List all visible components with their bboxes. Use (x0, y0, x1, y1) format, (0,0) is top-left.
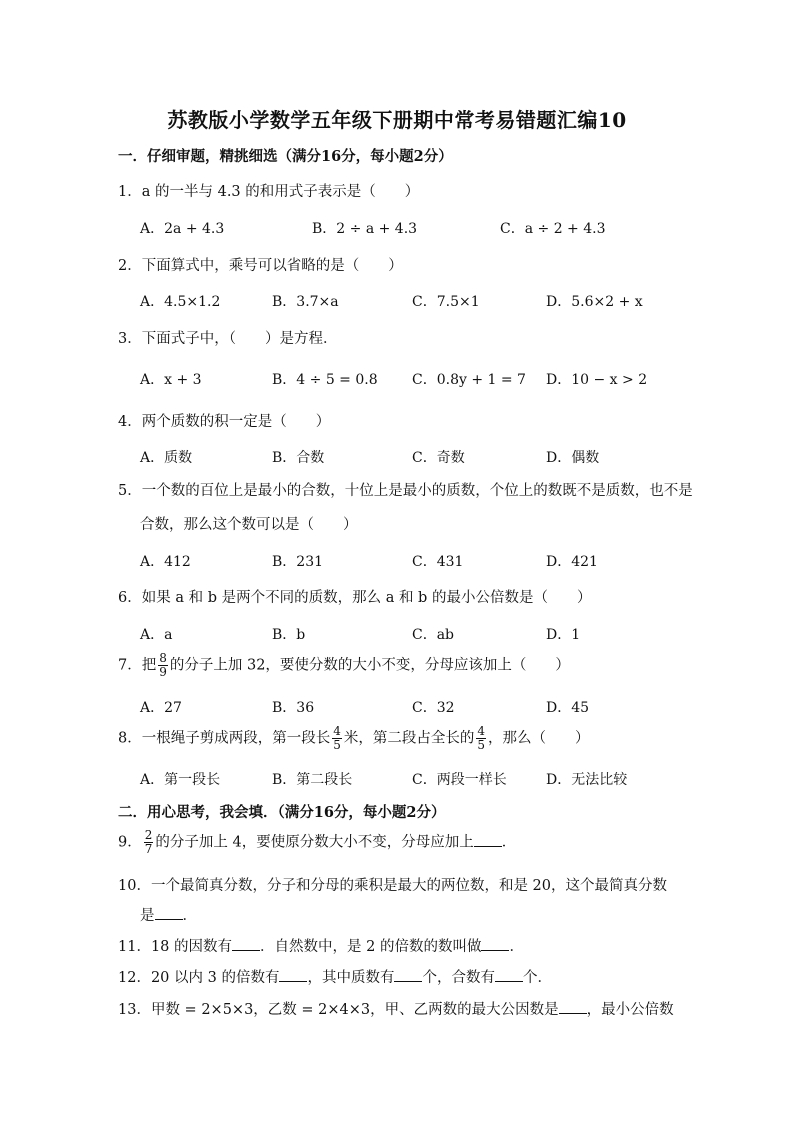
question-7-suffix: 的分子上加 32，要使分数的大小不变，分母应该加上（ ） (169, 657, 570, 674)
fraction-numerator: 2 (144, 828, 153, 842)
option-c: C．32 (412, 700, 455, 716)
punctuation: ． (509, 939, 524, 955)
fraction-denominator: 7 (144, 842, 153, 856)
section-2-heading: 二．用心思考，我会填．（满分16分，每小题2分） (118, 804, 446, 821)
option-a: A．x + 3 (140, 372, 202, 388)
option-b: B．231 (272, 554, 324, 570)
question-10-text: 是 (140, 908, 155, 924)
question-2: 2．下面算式中，乘号可以省略的是（ ） (118, 258, 403, 274)
question-13 (118, 998, 674, 1019)
option-c: C．431 (412, 554, 464, 570)
question-5: 5．一个数的百位上是最小的合数，十位上是最小的质数，个位上的数既不是质数，也不是 (118, 483, 693, 499)
question-8-suffix: ，那么（ ） (488, 730, 590, 747)
question-4-options (140, 447, 700, 467)
fraction-numerator: 4 (333, 724, 341, 738)
question-11 (118, 935, 524, 956)
question-1-options (140, 218, 700, 238)
fraction-denominator: 5 (333, 738, 341, 752)
question-12-text: 12．20 以内 3 的倍数有 (118, 970, 280, 986)
question-8 (118, 725, 590, 752)
fraction-numerator: 8 (159, 651, 167, 665)
option-d: D．5.6×2 + x (546, 294, 643, 310)
option-a: A．质数 (140, 450, 193, 466)
answer-blank[interactable] (495, 969, 523, 982)
question-12-text: 个． (522, 970, 552, 986)
question-8-options (140, 769, 700, 789)
fraction-numerator: 4 (477, 724, 486, 738)
answer-blank[interactable] (481, 938, 509, 951)
question-9-suffix: 的分子加上 4，要使原分数大小不变，分母应加上 (155, 834, 474, 851)
option-a: A．4.5×1.2 (140, 294, 221, 310)
question-3: 3．下面式子中，（ ）是方程． (118, 331, 338, 347)
option-b: B．2 ÷ a + 4.3 (312, 221, 418, 237)
question-3-options (140, 369, 700, 389)
section-1-heading: 一．仔细审题，精挑细选（满分16分，每小题2分） (118, 148, 453, 165)
question-4: 4．两个质数的积一定是（ ） (118, 414, 331, 430)
question-12 (118, 966, 552, 987)
option-c: C．两段一样长 (412, 772, 507, 788)
option-d: D．无法比较 (546, 772, 628, 788)
fraction (158, 652, 168, 679)
option-a: A．2a + 4.3 (140, 221, 225, 237)
answer-blank[interactable] (155, 907, 183, 920)
answer-blank[interactable] (232, 938, 260, 951)
question-13-text: 13．甲数 = 2×5×3，乙数 = 2×4×3，甲、乙两数的最大公因数是 (118, 1002, 559, 1018)
question-6: 6．如果 a 和 b 是两个不同的质数，那么 a 和 b 的最小公倍数是（ ） (118, 590, 592, 606)
option-d: D．1 (546, 627, 581, 643)
option-c: C．a ÷ 2 + 4.3 (500, 221, 606, 237)
punctuation: ． (182, 908, 197, 924)
fraction (144, 829, 154, 856)
answer-blank[interactable] (394, 969, 422, 982)
option-d: D．10 − x > 2 (546, 372, 648, 388)
option-a: A．a (140, 627, 173, 643)
punctuation: ． (501, 834, 517, 851)
option-a: A．第一段长 (140, 772, 221, 788)
question-8-middle: 米，第二段占全长的 (343, 730, 475, 747)
option-c: C．7.5×1 (412, 294, 480, 310)
option-c: C．0.8y + 1 = 7 (412, 372, 526, 388)
option-b: B．b (272, 627, 306, 643)
option-b: B．合数 (272, 450, 325, 466)
fraction-denominator: 5 (477, 738, 486, 752)
option-d: D．偶数 (546, 450, 600, 466)
question-5-options (140, 551, 700, 571)
fraction (332, 725, 342, 752)
question-7-prefix: 7．把 (118, 657, 157, 674)
question-6-options (140, 624, 700, 644)
question-10-continued (140, 904, 197, 925)
option-b: B．3.7×a (272, 294, 339, 310)
option-c: C．奇数 (412, 450, 465, 466)
question-7-options (140, 697, 700, 717)
answer-blank[interactable] (559, 1001, 587, 1014)
question-13-text: ，最小公倍数 (586, 1002, 674, 1018)
fraction-denominator: 9 (159, 665, 167, 679)
question-11-text: ．自然数中，是 2 的倍数的数叫做 (260, 939, 482, 955)
question-8-prefix: 8．一根绳子剪成两段，第一段长 (118, 730, 331, 747)
question-7 (118, 652, 570, 679)
question-9-prefix: 9． (118, 834, 142, 851)
option-a: A．412 (140, 554, 191, 570)
question-1: 1．a 的一半与 4.3 的和用式子表示是（ ） (118, 184, 420, 200)
answer-blank[interactable] (279, 969, 307, 982)
question-9 (118, 829, 516, 856)
option-b: B．第二段长 (272, 772, 353, 788)
question-11-text: 11．18 的因数有 (118, 939, 233, 955)
question-12-text: 个，合数有 (422, 970, 495, 986)
page-title: 苏教版小学数学五年级下册期中常考易错题汇编10 (167, 108, 627, 132)
option-c: C．ab (412, 627, 455, 643)
option-a: A．27 (140, 700, 182, 716)
answer-blank[interactable] (474, 834, 502, 847)
question-2-options (140, 291, 700, 311)
option-b: B．4 ÷ 5 = 0.8 (272, 372, 378, 388)
question-10: 10．一个最简真分数，分子和分母的乘积是最大的两位数，和是 20，这个最简真分数 (118, 878, 668, 894)
fraction (476, 725, 486, 752)
option-b: B．36 (272, 700, 315, 716)
question-5-continued: 合数，那么这个数可以是（ ） (140, 517, 358, 533)
option-d: D．421 (546, 554, 598, 570)
option-d: D．45 (546, 700, 590, 716)
question-12-text: ，其中质数有 (307, 970, 395, 986)
